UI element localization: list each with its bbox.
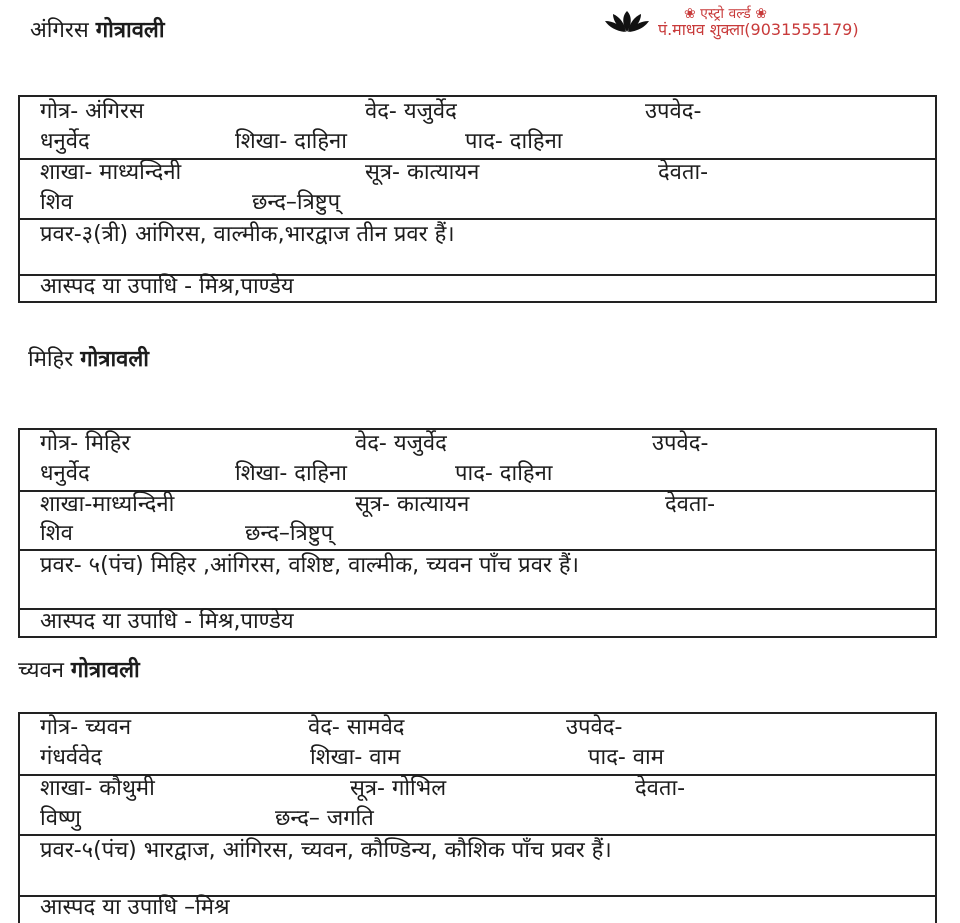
chhanda-field: छन्द–त्रिष्टुप् [245,521,334,546]
gotra-field: गोत्र- मिहिर [40,431,131,456]
veda-field: वेद- यजुर्वेद [365,99,457,124]
sutra-field: सूत्र- कात्यायन [365,160,480,185]
section-title-bold: गोत्रावली [80,347,150,372]
upaveda-value: धनुर्वेद [40,129,90,154]
devata-label: देवता- [665,492,716,517]
upaveda-value: गंधर्ववेद [40,745,103,770]
sutra-field: सूत्र- गोभिल [350,776,447,801]
gotra-table-chyavan [18,712,937,923]
table-row [20,608,935,636]
aaspad-field: आस्पद या उपाधि - मिश्र,पाण्डेय [40,609,294,634]
sutra-field: सूत्र- कात्यायन [355,492,470,517]
table-row [20,895,935,923]
upaveda-label: उपवेद- [566,715,623,740]
table-row [20,430,935,490]
aaspad-field: आस्पद या उपाधि - मिश्र,पाण्डेय [40,274,294,299]
devata-value: विष्णु [40,806,81,831]
upaveda-value: धनुर्वेद [40,461,90,486]
aaspad-field: आस्पद या उपाधि –मिश्र [40,895,230,920]
shikha-field: शिखा- वाम [310,745,401,770]
chhanda-field: छन्द–त्रिष्टुप् [252,190,341,215]
devata-value: शिव [40,521,73,546]
paad-field: पाद- दाहिना [465,129,563,154]
watermark-brand: ❀ एस्ट्रो वर्ल्ड ❀ [684,6,767,22]
table-row [20,158,935,218]
gotra-table-angiras [18,95,937,303]
veda-field: वेद- यजुर्वेद [355,431,447,456]
section-title-angiras [30,17,165,45]
section-title-chyavan [18,657,140,685]
section-title-bold: गोत्रावली [95,18,165,43]
watermark [604,6,954,40]
section-title-prefix: अंगिरस [30,18,89,43]
table-row [20,714,935,774]
chhanda-field: छन्द– जगति [275,806,374,831]
section-title-mihir [28,346,149,374]
shakha-field: शाखा- माध्यन्दिनी [40,160,182,185]
table-row [20,97,935,158]
gotra-field: गोत्र- अंगिरस [40,99,144,124]
devata-value: शिव [40,190,73,215]
gotra-field: गोत्र- च्यवन [40,715,132,740]
shakha-field: शाखा-माध्यन्दिनी [40,492,175,517]
section-title-prefix: मिहिर [28,347,74,372]
lotus-logo-icon [604,10,650,34]
watermark-contact: पं.माधव शुक्ला(9031555179) [658,20,859,39]
table-row [20,834,935,895]
table-row [20,218,935,274]
pravar-field: प्रवर-५(पंच) भारद्वाज, आंगिरस, च्यवन, कौण्डिन्य, कौशिक पाँच प्रवर हैं। [40,838,612,863]
veda-field: वेद- सामवेद [308,715,405,740]
pravar-field: प्रवर- ५(पंच) मिहिर ,आंगिरस, वशिष्ट, वाल्मीक, च्यवन पाँच प्रवर हैं। [40,553,579,578]
pravar-field: प्रवर-३(त्री) आंगिरस, वाल्मीक,भारद्वाज तीन प्रवर हैं। [40,222,455,247]
table-row [20,774,935,834]
devata-label: देवता- [635,776,686,801]
paad-field: पाद- वाम [588,745,664,770]
upaveda-label: उपवेद- [652,431,709,456]
devata-label: देवता- [658,160,709,185]
shikha-field: शिखा- दाहिना [235,129,347,154]
gotra-table-mihir [18,428,937,638]
section-title-bold: गोत्रावली [70,658,140,683]
table-row [20,274,935,301]
upaveda-label: उपवेद- [645,99,702,124]
paad-field: पाद- दाहिना [455,461,553,486]
table-row [20,549,935,608]
shikha-field: शिखा- दाहिना [235,461,347,486]
shakha-field: शाखा- कौथुमी [40,776,155,801]
section-title-prefix: च्यवन [18,658,64,683]
table-row [20,490,935,549]
